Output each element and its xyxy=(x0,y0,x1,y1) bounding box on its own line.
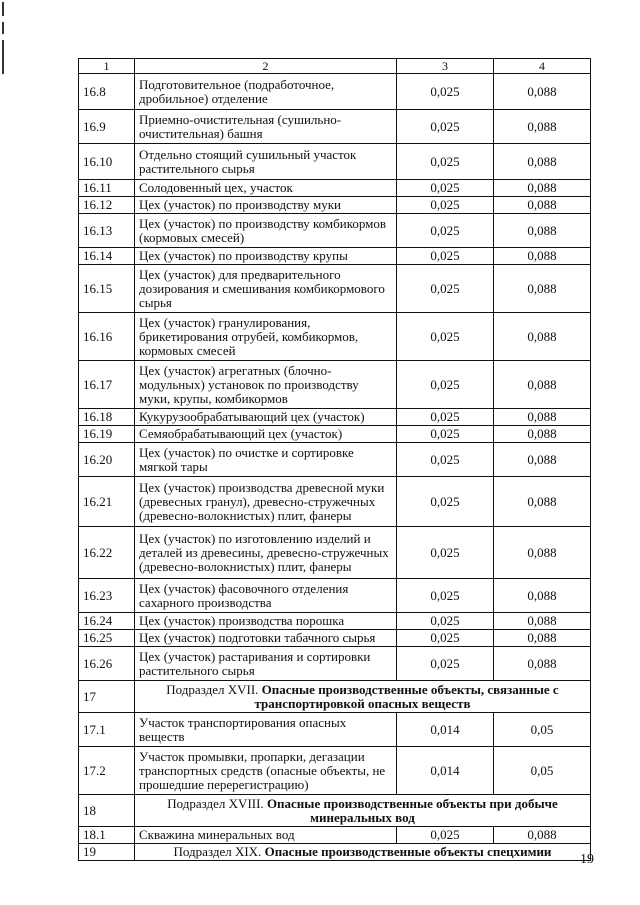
row-number: 16.16 xyxy=(79,313,135,361)
table-row xyxy=(79,265,591,313)
table-row xyxy=(79,747,591,795)
binding-mark xyxy=(2,22,4,34)
value-col4: 0,088 xyxy=(494,426,591,443)
row-number: 16.18 xyxy=(79,409,135,426)
value-col4: 0,088 xyxy=(494,409,591,426)
value-col4: 0,05 xyxy=(494,747,591,795)
table-row xyxy=(79,214,591,248)
object-name: Цех (участок) производства порошка xyxy=(135,613,397,630)
column-header: 4 xyxy=(494,59,591,74)
table-row xyxy=(79,713,591,747)
value-col3: 0,025 xyxy=(397,265,494,313)
value-col3: 0,025 xyxy=(397,630,494,647)
section-prefix: Подраздел XVIII. xyxy=(167,795,264,811)
value-col4: 0,088 xyxy=(494,443,591,477)
table-row xyxy=(79,613,591,630)
value-col3: 0,025 xyxy=(397,426,494,443)
row-number: 17.2 xyxy=(79,747,135,795)
object-name: Цех (участок) растаривания и сортировки растительного сырья xyxy=(135,647,397,681)
object-name: Цех (участок) для предварительного дозирования и смешивания комбикормового сырья xyxy=(135,265,397,313)
table-body xyxy=(79,74,591,861)
section-heading xyxy=(135,795,591,827)
row-number: 17.1 xyxy=(79,713,135,747)
table-row xyxy=(79,144,591,180)
table-row xyxy=(79,647,591,681)
row-number: 16.12 xyxy=(79,197,135,214)
value-col3: 0,025 xyxy=(397,827,494,844)
row-number: 16.26 xyxy=(79,647,135,681)
row-number: 16.19 xyxy=(79,426,135,443)
section-row xyxy=(79,844,591,861)
value-col4: 0,088 xyxy=(494,527,591,579)
row-number: 16.21 xyxy=(79,477,135,527)
value-col3: 0,025 xyxy=(397,248,494,265)
object-name: Цех (участок) по производству муки xyxy=(135,197,397,214)
value-col4: 0,088 xyxy=(494,144,591,180)
value-col4: 0,088 xyxy=(494,313,591,361)
page-number: 19 xyxy=(580,852,594,867)
column-header: 1 xyxy=(79,59,135,74)
value-col3: 0,025 xyxy=(397,110,494,144)
value-col4: 0,088 xyxy=(494,180,591,197)
object-name: Цех (участок) по очистке и сортировке мягкой тары xyxy=(135,443,397,477)
table-row xyxy=(79,579,591,613)
section-title: Опасные производственные объекты при добыче минеральных вод xyxy=(266,795,558,825)
value-col4: 0,088 xyxy=(494,630,591,647)
section-heading xyxy=(135,681,591,713)
table-row xyxy=(79,110,591,144)
table-row xyxy=(79,313,591,361)
object-name: Скважина минеральных вод xyxy=(135,827,397,844)
value-col4: 0,088 xyxy=(494,214,591,248)
object-name: Приемно-очистительная (сушильно-очистительная) башня xyxy=(135,110,397,144)
value-col4: 0,088 xyxy=(494,248,591,265)
object-name: Участок транспортирования опасных веществ xyxy=(135,713,397,747)
row-number: 16.15 xyxy=(79,265,135,313)
value-col3: 0,014 xyxy=(397,747,494,795)
value-col4: 0,088 xyxy=(494,613,591,630)
object-name: Цех (участок) фасовочного отделения сахарного производства xyxy=(135,579,397,613)
object-name: Участок промывки, пропарки, дегазации транспортных средств (опасные объекты, не прошедшие перерегистрацию) xyxy=(135,747,397,795)
value-col3: 0,025 xyxy=(397,214,494,248)
value-col3: 0,025 xyxy=(397,613,494,630)
value-col3: 0,025 xyxy=(397,313,494,361)
value-col3: 0,025 xyxy=(397,74,494,110)
binding-mark xyxy=(2,40,4,74)
value-col3: 0,025 xyxy=(397,361,494,409)
value-col3: 0,025 xyxy=(397,197,494,214)
value-col3: 0,025 xyxy=(397,477,494,527)
table-row xyxy=(79,74,591,110)
row-number: 17 xyxy=(79,681,135,713)
table-row xyxy=(79,180,591,197)
value-col4: 0,05 xyxy=(494,713,591,747)
value-col3: 0,025 xyxy=(397,180,494,197)
table-row xyxy=(79,409,591,426)
value-col3: 0,025 xyxy=(397,579,494,613)
row-number: 16.25 xyxy=(79,630,135,647)
table-row xyxy=(79,426,591,443)
object-name: Цех (участок) агрегатных (блочно-модульных) установок по производству муки, крупы, комбикормов xyxy=(135,361,397,409)
table-row xyxy=(79,477,591,527)
value-col3: 0,025 xyxy=(397,443,494,477)
table-row xyxy=(79,197,591,214)
row-number: 16.20 xyxy=(79,443,135,477)
value-col3: 0,025 xyxy=(397,647,494,681)
row-number: 16.14 xyxy=(79,248,135,265)
binding-mark xyxy=(2,2,4,16)
value-col3: 0,025 xyxy=(397,144,494,180)
column-header: 2 xyxy=(135,59,397,74)
row-number: 18 xyxy=(79,795,135,827)
object-name: Цех (участок) подготовки табачного сырья xyxy=(135,630,397,647)
section-row xyxy=(79,795,591,827)
row-number: 16.13 xyxy=(79,214,135,248)
value-col3: 0,014 xyxy=(397,713,494,747)
table-row xyxy=(79,630,591,647)
row-number: 16.9 xyxy=(79,110,135,144)
value-col4: 0,088 xyxy=(494,361,591,409)
row-number: 16.17 xyxy=(79,361,135,409)
object-name: Цех (участок) по изготовлению изделий и деталей из древесины, древесно-стружечных (древесно-волокнистых) плит, фанеры xyxy=(135,527,397,579)
table-row xyxy=(79,248,591,265)
row-number: 16.10 xyxy=(79,144,135,180)
value-col4: 0,088 xyxy=(494,827,591,844)
row-number: 19 xyxy=(79,844,135,861)
object-name: Семяобрабатывающий цех (участок) xyxy=(135,426,397,443)
row-number: 16.24 xyxy=(79,613,135,630)
section-heading xyxy=(135,844,591,861)
hazard-table xyxy=(78,58,591,861)
row-number: 16.22 xyxy=(79,527,135,579)
section-title: Опасные производственные объекты, связанные с транспортировкой опасных веществ xyxy=(254,681,559,711)
object-name: Подготовительное (подработочное, дробильное) отделение xyxy=(135,74,397,110)
value-col4: 0,088 xyxy=(494,477,591,527)
table-row xyxy=(79,361,591,409)
value-col4: 0,088 xyxy=(494,579,591,613)
table-row xyxy=(79,827,591,844)
value-col4: 0,088 xyxy=(494,647,591,681)
row-number: 18.1 xyxy=(79,827,135,844)
object-name: Отдельно стоящий сушильный участок растительного сырья xyxy=(135,144,397,180)
object-name: Солодовенный цех, участок xyxy=(135,180,397,197)
column-header: 3 xyxy=(397,59,494,74)
section-prefix: Подраздел XVII. xyxy=(166,681,259,697)
object-name: Цех (участок) гранулирования, брикетирования отрубей, комбикормов, кормовых смесей xyxy=(135,313,397,361)
section-row xyxy=(79,681,591,713)
object-name: Цех (участок) по производству крупы xyxy=(135,248,397,265)
table-header-row xyxy=(79,59,591,74)
value-col4: 0,088 xyxy=(494,197,591,214)
table-row xyxy=(79,443,591,477)
object-name: Цех (участок) по производству комбикормов (кормовых смесей) xyxy=(135,214,397,248)
row-number: 16.11 xyxy=(79,180,135,197)
value-col4: 0,088 xyxy=(494,110,591,144)
table-row xyxy=(79,527,591,579)
object-name: Кукурузообрабатывающий цех (участок) xyxy=(135,409,397,426)
row-number: 16.8 xyxy=(79,74,135,110)
value-col3: 0,025 xyxy=(397,527,494,579)
object-name: Цех (участок) производства древесной муки (древесных гранул), древесно-стружечных (древесно-волокнистых) плит, фанеры xyxy=(135,477,397,527)
section-prefix: Подраздел XIX. xyxy=(173,844,262,859)
value-col4: 0,088 xyxy=(494,265,591,313)
value-col3: 0,025 xyxy=(397,409,494,426)
row-number: 16.23 xyxy=(79,579,135,613)
section-title: Опасные производственные объекты спецхимии xyxy=(264,844,552,859)
value-col4: 0,088 xyxy=(494,74,591,110)
